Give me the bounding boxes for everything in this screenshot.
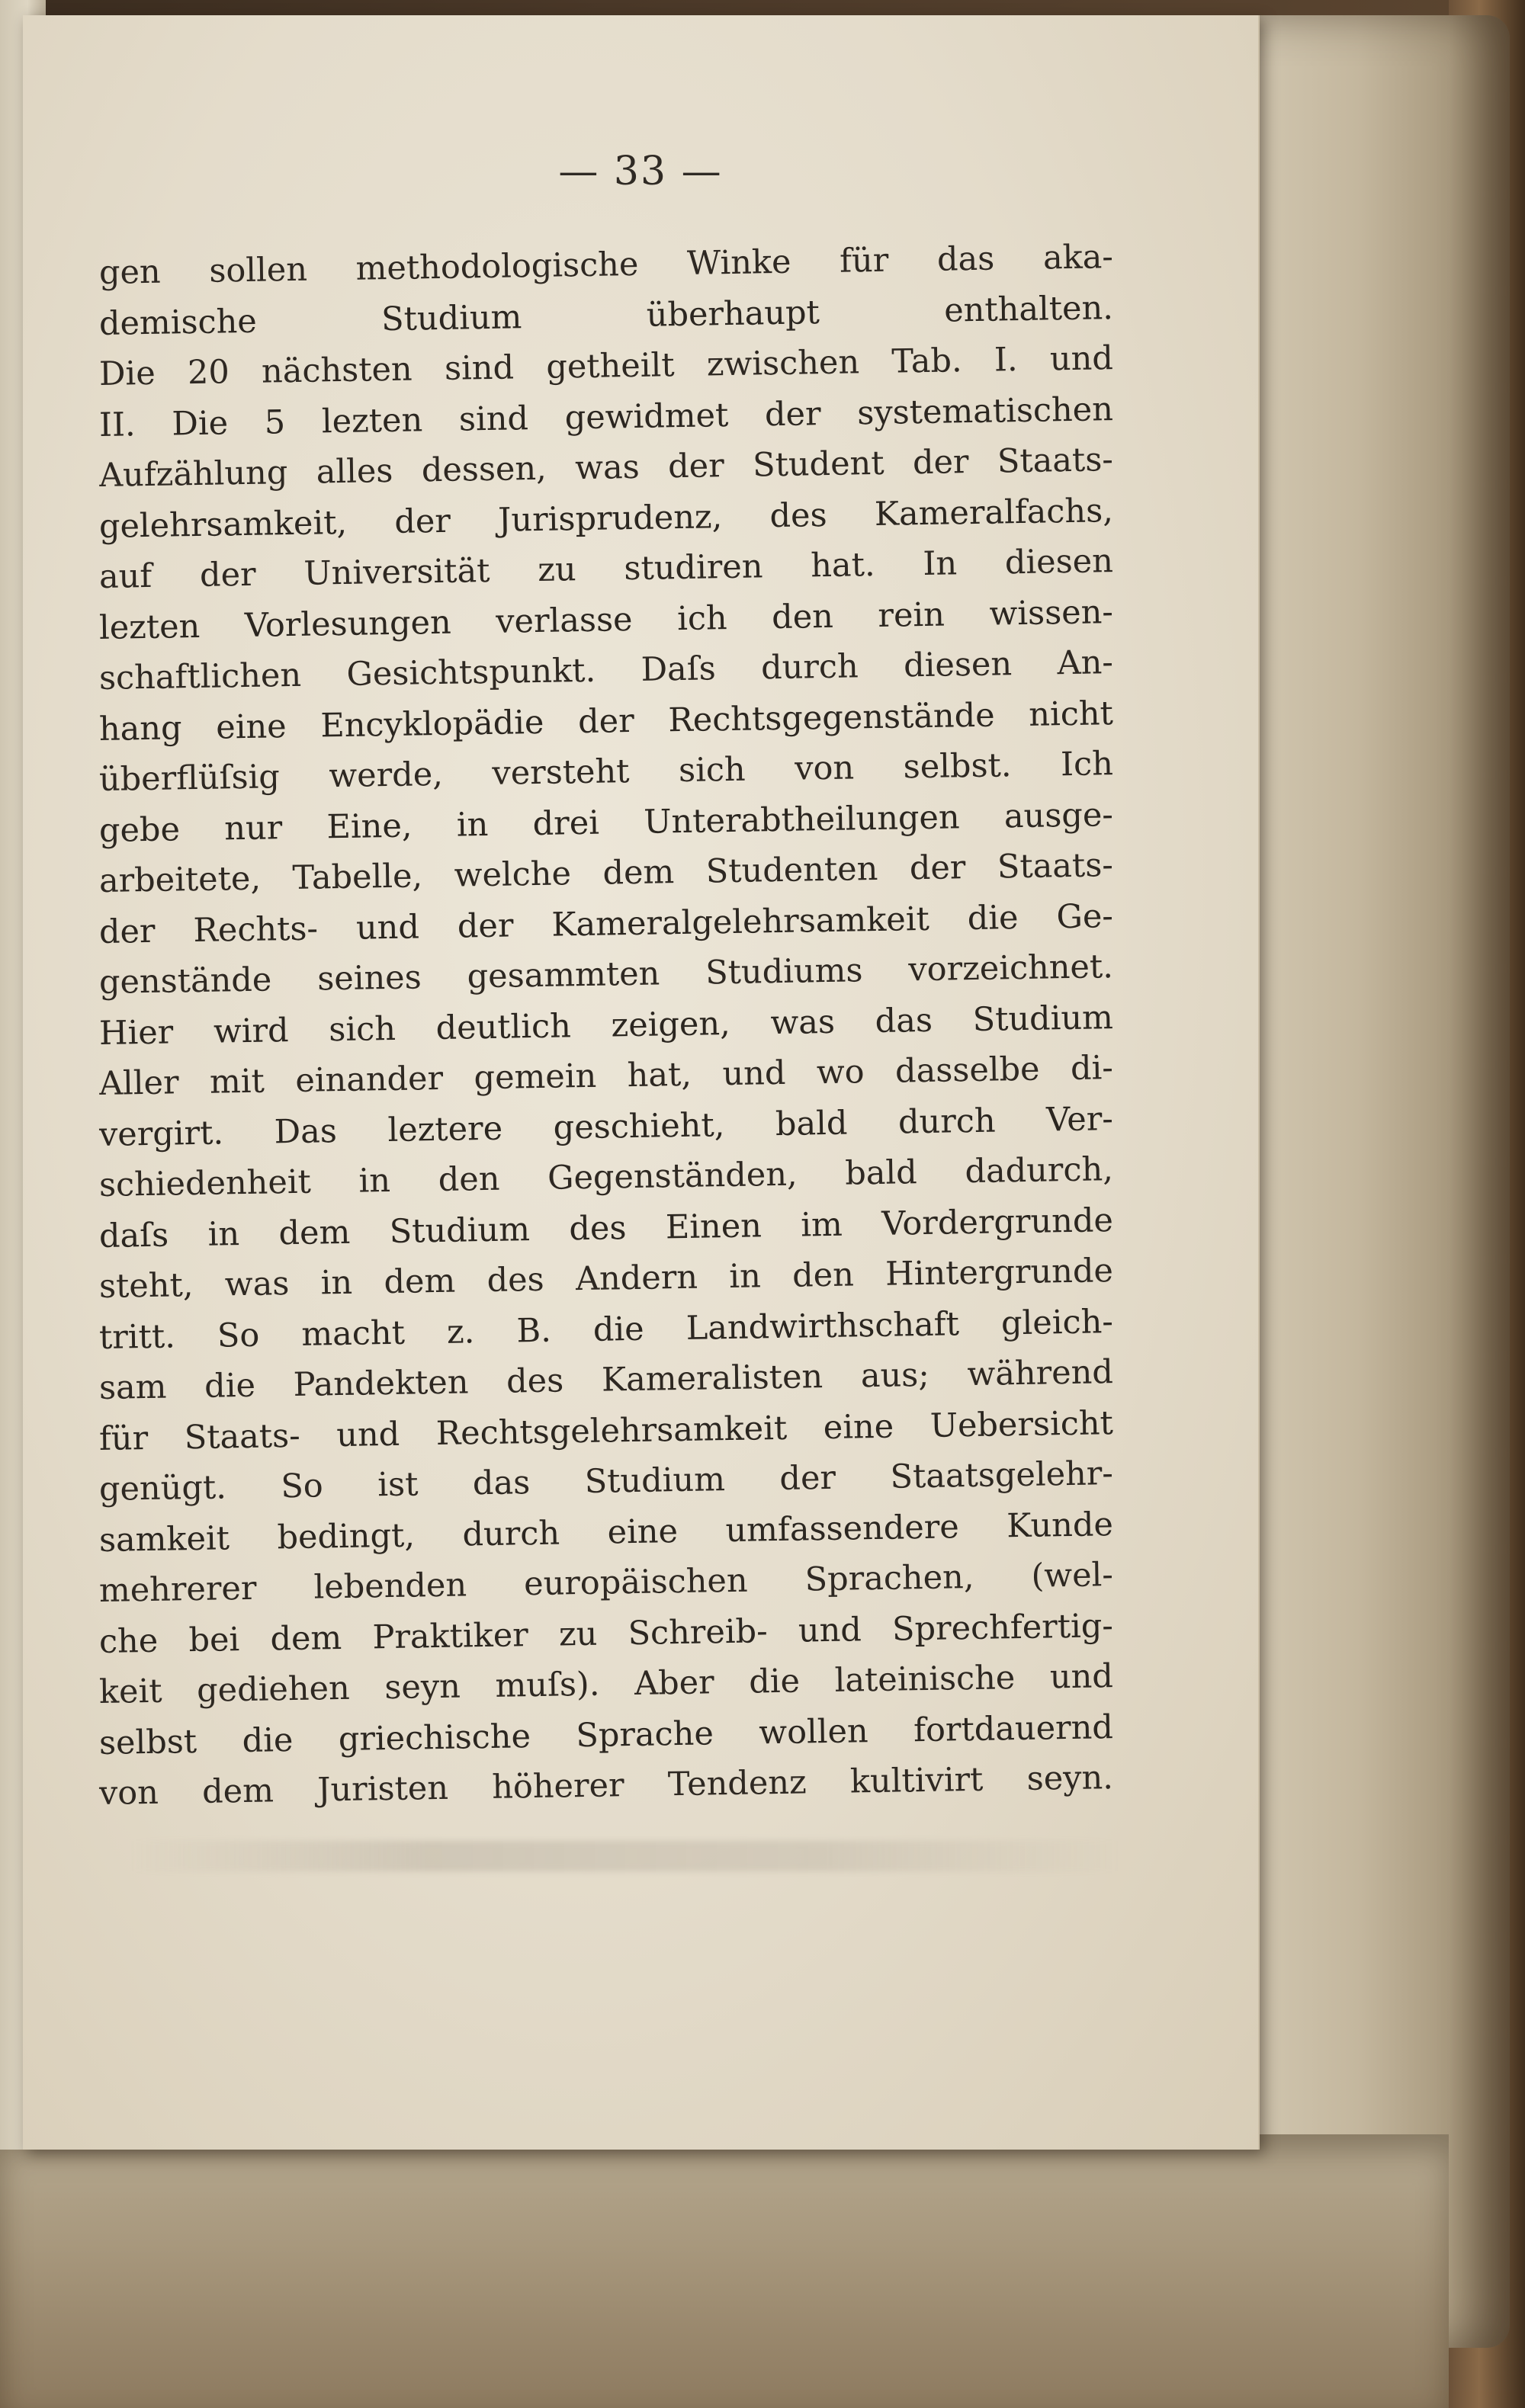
page-number: — 33 — bbox=[558, 149, 723, 194]
text-line: lezten Vorlesungen verlasse ich den rein wissen- bbox=[98, 592, 1114, 647]
text-line: che bei dem Praktiker zu Schreib- und Sprechfertig- bbox=[98, 1606, 1114, 1661]
text-line: mehrerer lebenden europäischen Sprachen, (wel- bbox=[98, 1556, 1114, 1610]
text-line: demische Studium überhaupt enthalten. bbox=[98, 288, 1114, 343]
text-line: genügt. So ist das Studium der Staatsgelehr- bbox=[98, 1454, 1114, 1509]
page-stack-bottom bbox=[0, 2134, 1449, 2408]
text-line: hang eine Encyklopädie der Rechtsgegenstände nicht bbox=[98, 694, 1114, 749]
text-line: gelehrsamkeit, der Jurisprudenz, des Kameralfachs, bbox=[98, 491, 1114, 546]
book-page bbox=[23, 15, 1260, 2150]
text-line: daſs in dem Studium des Einen im Vordergrunde bbox=[98, 1201, 1114, 1255]
text-line: arbeitete, Tabelle, welche dem Studenten der Staats- bbox=[98, 846, 1114, 900]
text-line: genstände seines gesammten Studiums vorzeichnet. bbox=[98, 947, 1114, 1002]
text-line: selbst die griechische Sprache wollen fortdauernd bbox=[98, 1707, 1114, 1762]
text-line: samkeit bedingt, durch eine umfassendere Kunde bbox=[98, 1505, 1114, 1560]
text-line: steht, was in dem des Andern in den Hintergrunde bbox=[98, 1252, 1114, 1306]
text-line: für Staats- und Rechtsgelehrsamkeit eine Uebersicht bbox=[98, 1403, 1114, 1458]
text-line: sam die Pandekten des Kameralisten aus; während bbox=[98, 1353, 1114, 1407]
text-line: Die 20 nächsten sind getheilt zwischen Tab. I. und bbox=[98, 339, 1114, 393]
text-line: gen sollen methodologische Winke für das aka- bbox=[98, 238, 1114, 292]
text-line: Aufzählung alles dessen, was der Student der Staats- bbox=[98, 441, 1114, 495]
text-line: tritt. So macht z. B. die Landwirthschaft gleich- bbox=[98, 1302, 1114, 1357]
text-line: schiedenheit in den Gegenständen, bald dadurch, bbox=[98, 1150, 1114, 1204]
text-line: keit gediehen seyn muſs). Aber die lateinische und bbox=[98, 1657, 1114, 1711]
text-line: von dem Juristen höherer Tendenz kultivirt seyn. bbox=[98, 1759, 1114, 1813]
body-text bbox=[98, 238, 1114, 1820]
text-line: auf der Universität zu studiren hat. In diesen bbox=[98, 542, 1114, 596]
text-line: Aller mit einander gemein hat, und wo dasselbe di- bbox=[98, 1049, 1114, 1103]
show-through-text bbox=[130, 1841, 1121, 1871]
text-line: vergirt. Das leztere geschieht, bald durch Ver- bbox=[98, 1099, 1114, 1154]
text-line: Hier wird sich deutlich zeigen, was das Studium bbox=[98, 998, 1114, 1053]
text-line: schaftlichen Gesichtspunkt. Daſs durch diesen An- bbox=[98, 643, 1114, 697]
text-line: überflüſsig werde, versteht sich von selbst. Ich bbox=[98, 745, 1114, 799]
text-line: der Rechts- und der Kameralgelehrsamkeit die Ge- bbox=[98, 896, 1114, 951]
text-line: II. Die 5 lezten sind gewidmet der systematischen bbox=[98, 390, 1114, 444]
text-line: gebe nur Eine, in drei Unterabtheilungen ausge- bbox=[98, 795, 1114, 850]
